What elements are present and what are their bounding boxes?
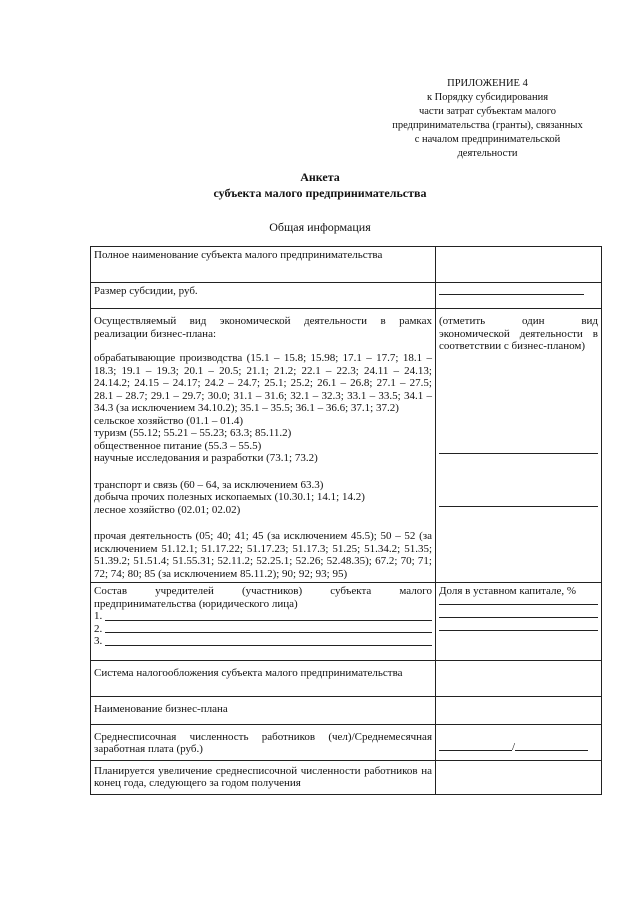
founders-cell xyxy=(91,583,436,661)
share-label: Доля в уставном капитале, % xyxy=(439,585,577,597)
plan-name-label: Наименование бизнес-плана xyxy=(91,696,436,724)
activity-research: научные исследования и разработки (73.1; 73.2) xyxy=(94,452,318,464)
row-planned xyxy=(91,760,602,794)
activity-cell xyxy=(91,309,436,583)
activity-catering: общественное питание (55.3 – 55.5) xyxy=(94,439,262,452)
document-title: Анкета xyxy=(300,170,340,184)
share-cell xyxy=(436,583,602,661)
appendix-line: ПРИЛОЖЕНИЕ 4 xyxy=(447,78,528,89)
appendix-line: с началом предпринимательской xyxy=(414,134,561,145)
activity-forestry: лесное хозяйство (02.01; 02.02) xyxy=(94,503,241,516)
share-line-3[interactable] xyxy=(439,630,598,631)
appendix-line: деятельности xyxy=(457,148,518,159)
appendix-header xyxy=(375,77,600,161)
founder-line-1[interactable]: 1. xyxy=(94,610,432,623)
document-subtitle: субъекта малого предпринимательства xyxy=(213,186,427,200)
questionnaire-table xyxy=(90,246,602,795)
full-name-label: Полное наименование субъекта малого предпринимательства xyxy=(91,247,436,283)
subsidy-label: Размер субсидии, руб. xyxy=(91,283,436,309)
appendix-line: предпринимательства (гранты), связанных xyxy=(392,120,583,131)
row-plan-name xyxy=(91,696,602,724)
headcount-field[interactable] xyxy=(436,724,602,760)
subsidy-field[interactable] xyxy=(436,283,602,309)
row-activity xyxy=(91,309,602,583)
tax-label: Система налогообложения субъекта малого предпринимательства xyxy=(91,660,436,696)
planned-field[interactable] xyxy=(436,760,602,794)
full-name-field[interactable] xyxy=(436,247,602,283)
activity-note: (отметить один вид экономической деятельности в соответствии с бизнес-планом) xyxy=(439,315,598,352)
plan-name-field[interactable] xyxy=(436,696,602,724)
activity-agriculture: сельское хозяйство (01.1 – 01.4) xyxy=(94,414,244,427)
activity-choice-cell[interactable] xyxy=(436,309,602,583)
headcount-label: Среднесписочная численность работников (чел)/Среднемесячная заработная плата (руб.) xyxy=(91,724,436,760)
activity-other: прочая деятельность (05; 40; 41; 45 (за исключением 45.5); 50 – 52 (за исключением 51.12.1; 51.17.22; 51.17.23; 51.17.3; 51.25; 51.34.2; 51.35; 51.39.2; 51.51.4; 51.55.31; 52.11.2; 52.25.1; 52.26; 52.48.35); 67.2; 70; 71; 72; 74; 80; 85 (за исключением 85.11.2); 90; 92; 93; 95) xyxy=(94,530,432,580)
activity-manufacturing: обрабатывающие производства (15.1 – 15.8; 15.98; 17.1 – 17.7; 18.1 – 18.3; 19.1 – 19.3; 20.1 – 20.5; 21.1; 21.2; 22.1 – 22.3; 24.11 – 24.13; 24.14.2; 24.15 – 24.17; 24.2 – 24.7; 25.1; 25.2; 26.1 – 26.8; 27.1 – 27.5; 28.1 – 28.7; 29.1 – 29.7; 30.0; 31.1 – 31.6; 32.1 – 32.3; 33.1 – 33.5; 34.1 – 34.3 (за исключением 34.10.2); 35.1 – 35.5; 36.1 – 36.6; 37.1; 37.2) xyxy=(94,352,432,414)
activity-transport: транспорт и связь (60 – 64, за исключением 63.3) xyxy=(94,478,324,491)
activity-tourism: туризм (55.12; 55.21 – 55.23; 63.3; 85.11.2) xyxy=(94,427,292,439)
share-line-1[interactable] xyxy=(439,604,598,605)
tax-field[interactable] xyxy=(436,660,602,696)
row-headcount xyxy=(91,724,602,760)
section-heading: Общая информация xyxy=(269,220,371,234)
appendix-line: к Порядку субсидирования xyxy=(426,92,549,103)
row-subsidy xyxy=(91,283,602,309)
founder-line-2[interactable]: 2. xyxy=(94,623,432,636)
row-founders xyxy=(91,583,602,661)
headcount-separator: / xyxy=(511,740,516,753)
activity-answer-line-1[interactable] xyxy=(439,453,598,454)
activity-answer-line-2[interactable] xyxy=(439,506,598,507)
activity-intro: Осуществляемый вид экономической деятельности в рамках реализации бизнес-плана: xyxy=(94,315,432,340)
row-full-name xyxy=(91,247,602,283)
founder-line-3[interactable]: 3. xyxy=(94,635,432,648)
row-tax xyxy=(91,660,602,696)
activity-mining: добыча прочих полезных ископаемых (10.30.1; 14.1; 14.2) xyxy=(94,491,365,503)
share-line-2[interactable] xyxy=(439,617,598,618)
appendix-line: части затрат субъектам малого xyxy=(418,106,557,117)
founders-label: Состав учредителей (участников) субъекта малого предпринимательства (юридического лица) xyxy=(94,585,432,610)
planned-label: Планируется увеличение среднесписочной численности работников на конец года, следующего за годом получения xyxy=(91,760,436,794)
